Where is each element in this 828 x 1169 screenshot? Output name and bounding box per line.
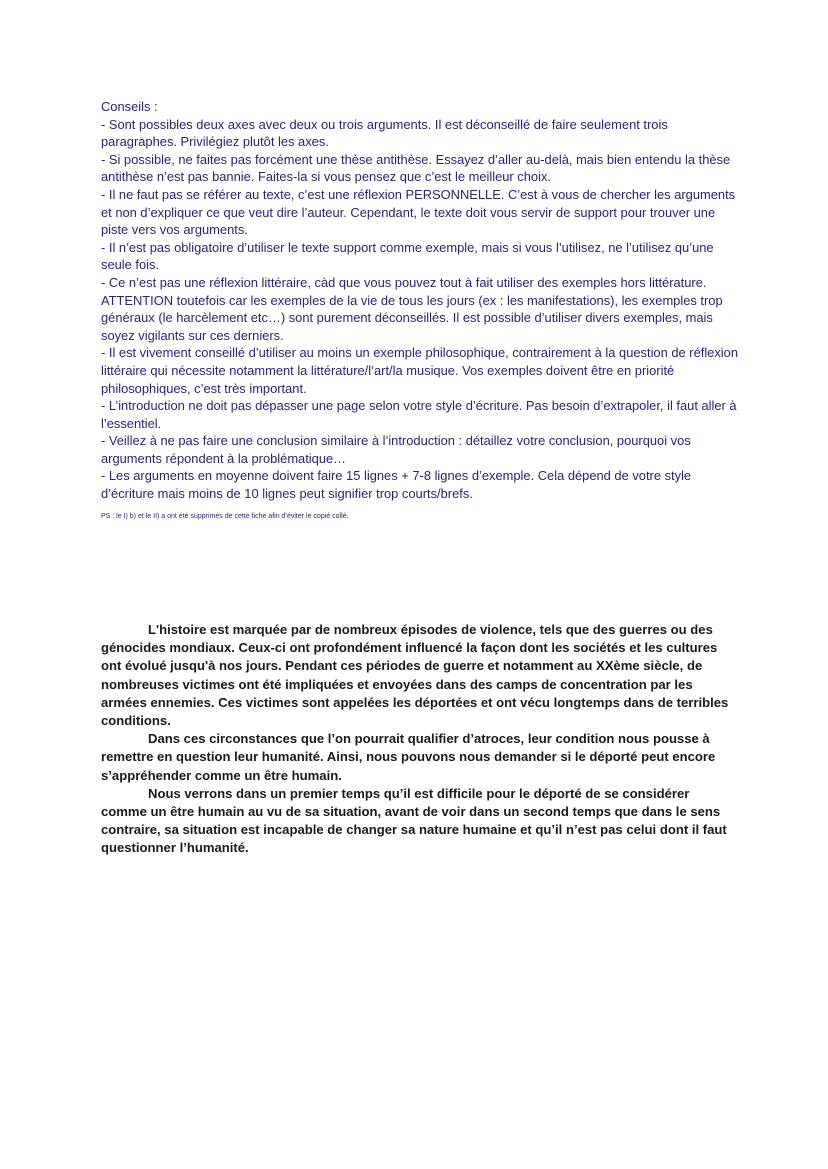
essay-paragraph: Dans ces circonstances que l’on pourrait qualifier d’atroces, leur condition nous pousse à remettre en question leur humanité. Ainsi, nous pouvons nous demander si le déporté peut encore s’appréhender comme un être humain. [101, 731, 716, 783]
advice-item: - Il est vivement conseillé d’utiliser au moins un exemple philosophique, contrairement à la question de réflexion littéraire qui nécessite notamment la littérature/l’art/la musique. Vos exemples doivent être en priorité philosophiques, c’est très important. [101, 345, 738, 396]
essay-paragraph: L'histoire est marquée par de nombreux épisodes de violence, tels que des guerres ou des génocides mondiaux. Ceux-ci ont profondément influencé la façon dont les sociétés et les cultures ont évolué jusqu'à nos jours. Pendant ces périodes de guerre et notamment au XXème siècle, de nombreuses victimes ont été impliquées et envoyées dans des camps de concentration par les armées ennemies. Ces victimes sont appelées les déportées et ont vécu longtemps dans de terribles conditions. [101, 622, 729, 729]
advice-item: - Il ne faut pas se référer au texte, c’est une réflexion PERSONNELLE. C’est à vous de chercher les arguments et non d’expliquer ce que veut dire l’auteur. Cependant, le texte doit vous servir de support pour trouver une piste vers vos arguments. [101, 186, 736, 238]
advice-item: - Sont possibles deux axes avec deux ou trois arguments. Il est déconseillé de faire seulement trois paragraphes. Privilégiez plutôt les axes. [101, 116, 668, 150]
advice-item: - L’introduction ne doit pas dépasser une page selon votre style d’écriture. Pas besoin d’extrapoler, il faut aller à l’essentiel. [101, 398, 737, 431]
advice-section [101, 98, 741, 503]
advice-heading: Conseils : [101, 99, 158, 114]
advice-item: - Veillez à ne pas faire une conclusion similaire à l’introduction : détaillez votre conclusion, pourquoi vos arguments répondent à la problématique… [101, 433, 691, 466]
advice-item: - Si possible, ne faites pas forcément une thèse antithèse. Essayez d’aller au-delà, mais bien entendu la thèse antithèse n’est pas bannie. Faites-la si vous pensez que c’est le meilleur choix. [101, 151, 731, 185]
advice-item: - Il n’est pas obligatoire d’utiliser le texte support comme exemple, mais si vous l’utilisez, ne l’utilisez qu’une seule fois. [101, 239, 714, 273]
advice-item: - Les arguments en moyenne doivent faire 15 lignes + 7-8 lignes d’exemple. Cela dépend de votre style d’écriture mais moins de 10 lignes peut signifier trop courts/brefs. [101, 468, 692, 502]
ps-note: PS : le I) b) et le II) a ont été supprimés de cette fiche afin d’éviter le copié collé. [101, 513, 349, 520]
essay-introduction [101, 621, 731, 858]
advice-item: - Ce n’est pas une réflexion littéraire, càd que vous pouvez tout à fait utiliser des exemples hors littérature. ATTENTION toutefois car les exemples de la vie de tous les jours (ex : les manifestations), les exemples trop généraux (le harcèlement etc…) sont purement déconseillés. Il est possible d’utiliser divers exemples, mais soyez vigilants sur ces derniers. [101, 274, 723, 343]
essay-paragraph: Nous verrons dans un premier temps qu’il est difficile pour le déporté de se considérer comme un être humain au vu de sa situation, avant de voir dans un second temps que dans le sens contraire, sa situation est incapable de changer sa nature humaine et qu’il n’est pas celui dont il faut questionner l’humanité. [101, 785, 727, 856]
